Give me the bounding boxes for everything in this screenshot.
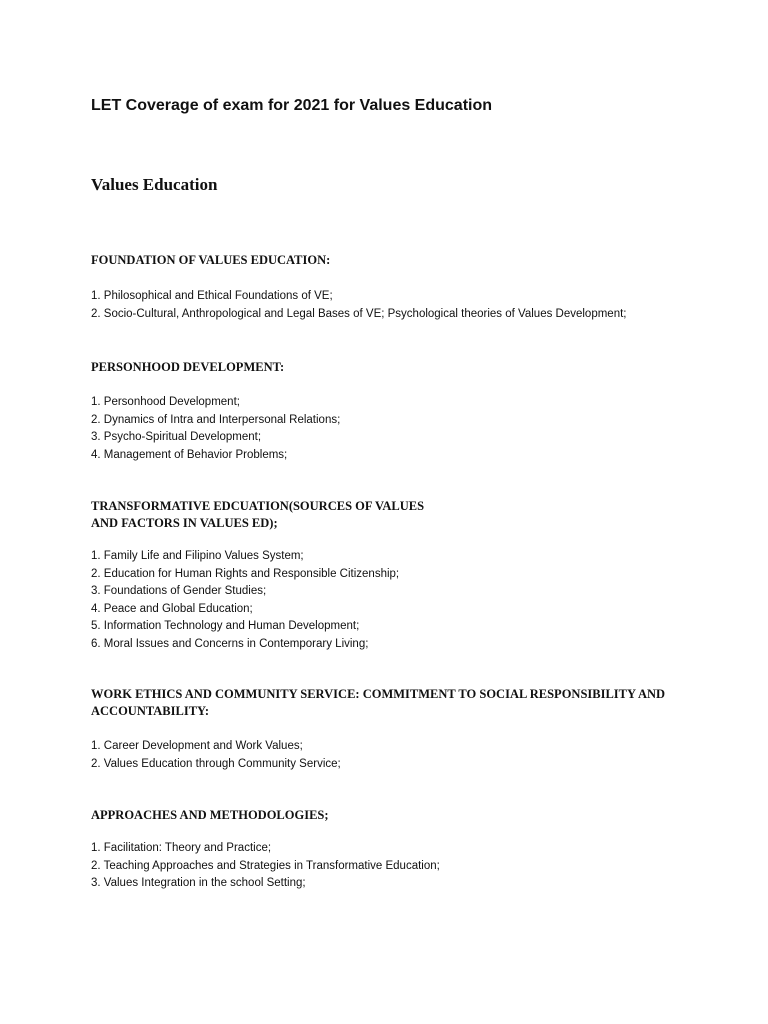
section-heading-line: ACCOUNTABILITY: (91, 704, 210, 718)
section-heading-line: WORK ETHICS AND COMMUNITY SERVICE: COMMITMENT TO SOCIAL RESPONSIBILITY AND (91, 687, 666, 701)
section-heading-approaches (91, 807, 691, 824)
document-title: LET Coverage of exam for 2021 for Values Education (91, 97, 493, 114)
section-heading-foundation (91, 252, 691, 269)
section-list-foundation (91, 288, 731, 323)
section-heading-work-ethics (91, 686, 691, 720)
section-heading-line: TRANSFORMATIVE EDCUATION(SOURCES OF VALUES (91, 499, 425, 513)
section-list-transformative (91, 548, 731, 653)
list-item: 3. Values Integration in the school Setting; (91, 877, 306, 889)
list-item: 1. Family Life and Filipino Values System; (91, 550, 304, 562)
list-item: 4. Management of Behavior Problems; (91, 448, 288, 461)
list-item: 3. Psycho-Spiritual Development; (91, 431, 262, 443)
list-item: 5. Information Technology and Human Development; (91, 620, 360, 632)
section-heading-line: AND FACTORS IN VALUES ED); (91, 516, 278, 530)
list-item: 2. Education for Human Rights and Responsible Citizenship; (91, 567, 400, 580)
section-heading-line: APPROACHES AND METHODOLOGIES; (91, 808, 329, 822)
list-item: 1. Career Development and Work Values; (91, 740, 303, 752)
section-heading-line: PERSONHOOD DEVELOPMENT: (91, 360, 285, 374)
list-item: 3. Foundations of Gender Studies; (91, 585, 267, 597)
list-item: 2. Teaching Approaches and Strategies in Transformative Education; (91, 859, 440, 872)
list-item: 2. Socio-Cultural, Anthropological and Legal Bases of VE; Psychological theories of Values Development; (91, 307, 627, 320)
list-item: 1. Personhood Development; (91, 396, 240, 408)
list-item: 4. Peace and Global Education; (91, 602, 253, 615)
list-item: 6. Moral Issues and Concerns in Contemporary Living; (91, 637, 369, 650)
section-list-work-ethics (91, 738, 731, 773)
section-heading-personhood (91, 359, 691, 376)
section-heading-line: FOUNDATION OF VALUES EDUCATION: (91, 253, 331, 267)
list-item: 1. Facilitation: Theory and Practice; (91, 842, 272, 854)
section-heading-transformative (91, 498, 691, 532)
list-item: 2. Dynamics of Intra and Interpersonal Relations; (91, 413, 341, 426)
section-list-personhood (91, 394, 731, 464)
list-item: 2. Values Education through Community Service; (91, 757, 341, 770)
section-list-approaches (91, 840, 731, 893)
list-item: 1. Philosophical and Ethical Foundations of VE; (91, 290, 333, 302)
document-subtitle: Values Education (91, 175, 218, 194)
